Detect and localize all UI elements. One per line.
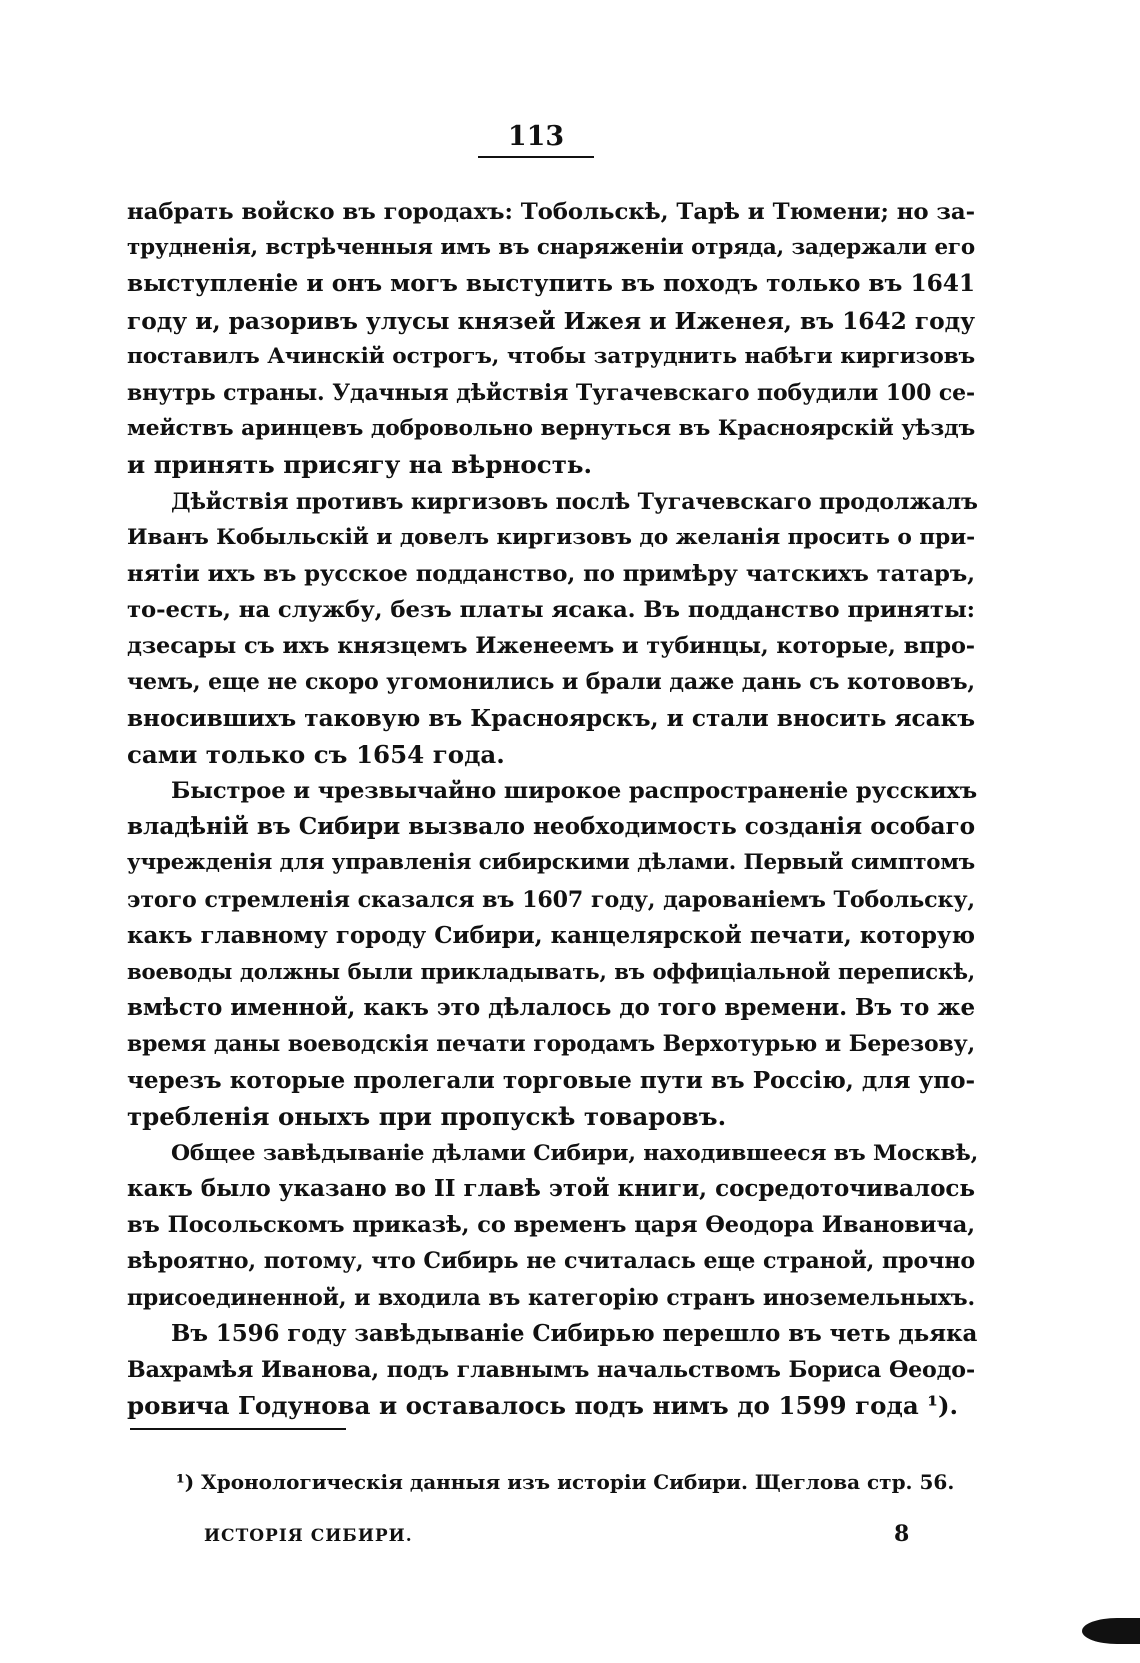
body-text xyxy=(127,194,979,1424)
paragraph xyxy=(127,194,975,484)
paragraph xyxy=(127,1135,979,1316)
text-line: трудненія, встрѣченныя имъ въ снаряженіи отряда, задержали его xyxy=(127,235,975,261)
footnote-divider xyxy=(130,1428,346,1430)
scan-smudge xyxy=(1082,1618,1140,1644)
text-line: мействъ аринцевъ добровольно вернуться въ Красноярскій уѣздъ xyxy=(127,416,975,442)
text-line: году и, разоривъ улусы князей Ижея и Иженея, въ 1642 году xyxy=(127,306,975,335)
text-line: Дѣйствія противъ киргизовъ послѣ Тугачевскаго продолжалъ xyxy=(171,488,978,515)
text-line: то-есть, на службу, безъ платы ясака. Въ подданство приняты: xyxy=(127,597,975,624)
text-line: дзесары съ ихъ князцемъ Иженеемъ и тубинцы, которые, впро- xyxy=(127,633,975,660)
text-line: чемъ, еще не скоро угомонились и брали даже дань съ котововъ, xyxy=(127,669,975,696)
text-line: внутрь страны. Удачныя дѣйствія Тугачевскаго побудили 100 се- xyxy=(127,379,975,406)
text-line: поставилъ Ачинскій острогъ, чтобы затруднить набѣги киргизовъ xyxy=(127,343,975,369)
signature-title: ИСТОРІЯ СИБИРИ. xyxy=(204,1526,413,1546)
paragraph xyxy=(127,484,978,774)
text-line: этого стремленія сказался въ 1607 году, дарованіемъ Тобольску, xyxy=(127,886,975,913)
page-number: 113 xyxy=(478,120,594,158)
text-line: въ Посольскомъ приказѣ, со временъ царя Ѳеодора Ивановича, xyxy=(127,1212,975,1239)
text-line: черезъ которые пролегали торговые пути въ Россію, для упо- xyxy=(127,1066,975,1094)
text-line: набрать войско въ городахъ: Тобольскѣ, Тарѣ и Тюмени; но за- xyxy=(127,199,975,225)
footnote: ¹) Хронологическія данныя изъ исторіи Сибири. Щеглова стр. 56. xyxy=(176,1470,955,1494)
text-line: выступленіе и онъ могъ выступить въ походъ только въ 1641 xyxy=(127,270,975,298)
text-line: вносившихъ таковую въ Красноярскъ, и стали вносить ясакъ xyxy=(127,704,975,732)
text-line: ровича Годунова и оставалось подъ нимъ до 1599 года ¹). xyxy=(127,1391,959,1421)
text-line: какъ главному городу Сибири, канцелярской печати, которую xyxy=(127,921,975,949)
text-line: вѣроятно, потому, что Сибирь не считалась еще страной, прочно xyxy=(127,1248,975,1275)
text-line: и принять присягу на вѣрность. xyxy=(127,450,593,480)
text-line: время даны воеводскія печати городамъ Верхотурью и Березову, xyxy=(127,1031,975,1058)
signature-number: 8 xyxy=(894,1521,910,1547)
text-line: Иванъ Кобыльскій и довелъ киргизовъ до желанія просить о при- xyxy=(127,524,975,550)
text-line: Быстрое и чрезвычайно широкое распространеніе русскихъ xyxy=(171,778,978,804)
text-line: учрежденія для управленія сибирскими дѣлами. Первый симптомъ xyxy=(127,850,975,876)
paragraph xyxy=(127,773,978,1135)
text-line: какъ было указано во II главѣ этой книги, сосредоточивалось xyxy=(127,1175,975,1203)
text-line: владѣній въ Сибири вызвало необходимость созданія особаго xyxy=(127,813,975,841)
text-line: воеводы должны были прикладывать, въ оффиціальной перепискѣ, xyxy=(127,958,975,984)
text-line: вмѣсто именной, какъ это дѣлалось до того времени. Въ то же xyxy=(127,994,975,1022)
text-line: сами только съ 1654 года. xyxy=(127,739,505,769)
text-line: требленія оныхъ при пропускѣ товаровъ. xyxy=(127,1101,727,1131)
paragraph xyxy=(127,1316,978,1425)
text-line: присоединенной, и входила въ категорію странъ иноземельныхъ. xyxy=(127,1284,975,1311)
text-line: Общее завѣдываніе дѣлами Сибири, находившееся въ Москвѣ, xyxy=(171,1139,979,1166)
text-line: Въ 1596 году завѣдываніе Сибирью перешло въ четь дьяка xyxy=(171,1319,978,1347)
text-line: нятіи ихъ въ русское подданство, по примѣру чатскихъ татаръ, xyxy=(127,560,975,587)
text-line: Вахрамѣя Иванова, подъ главнымъ начальствомъ Бориса Ѳеодо- xyxy=(127,1357,975,1383)
